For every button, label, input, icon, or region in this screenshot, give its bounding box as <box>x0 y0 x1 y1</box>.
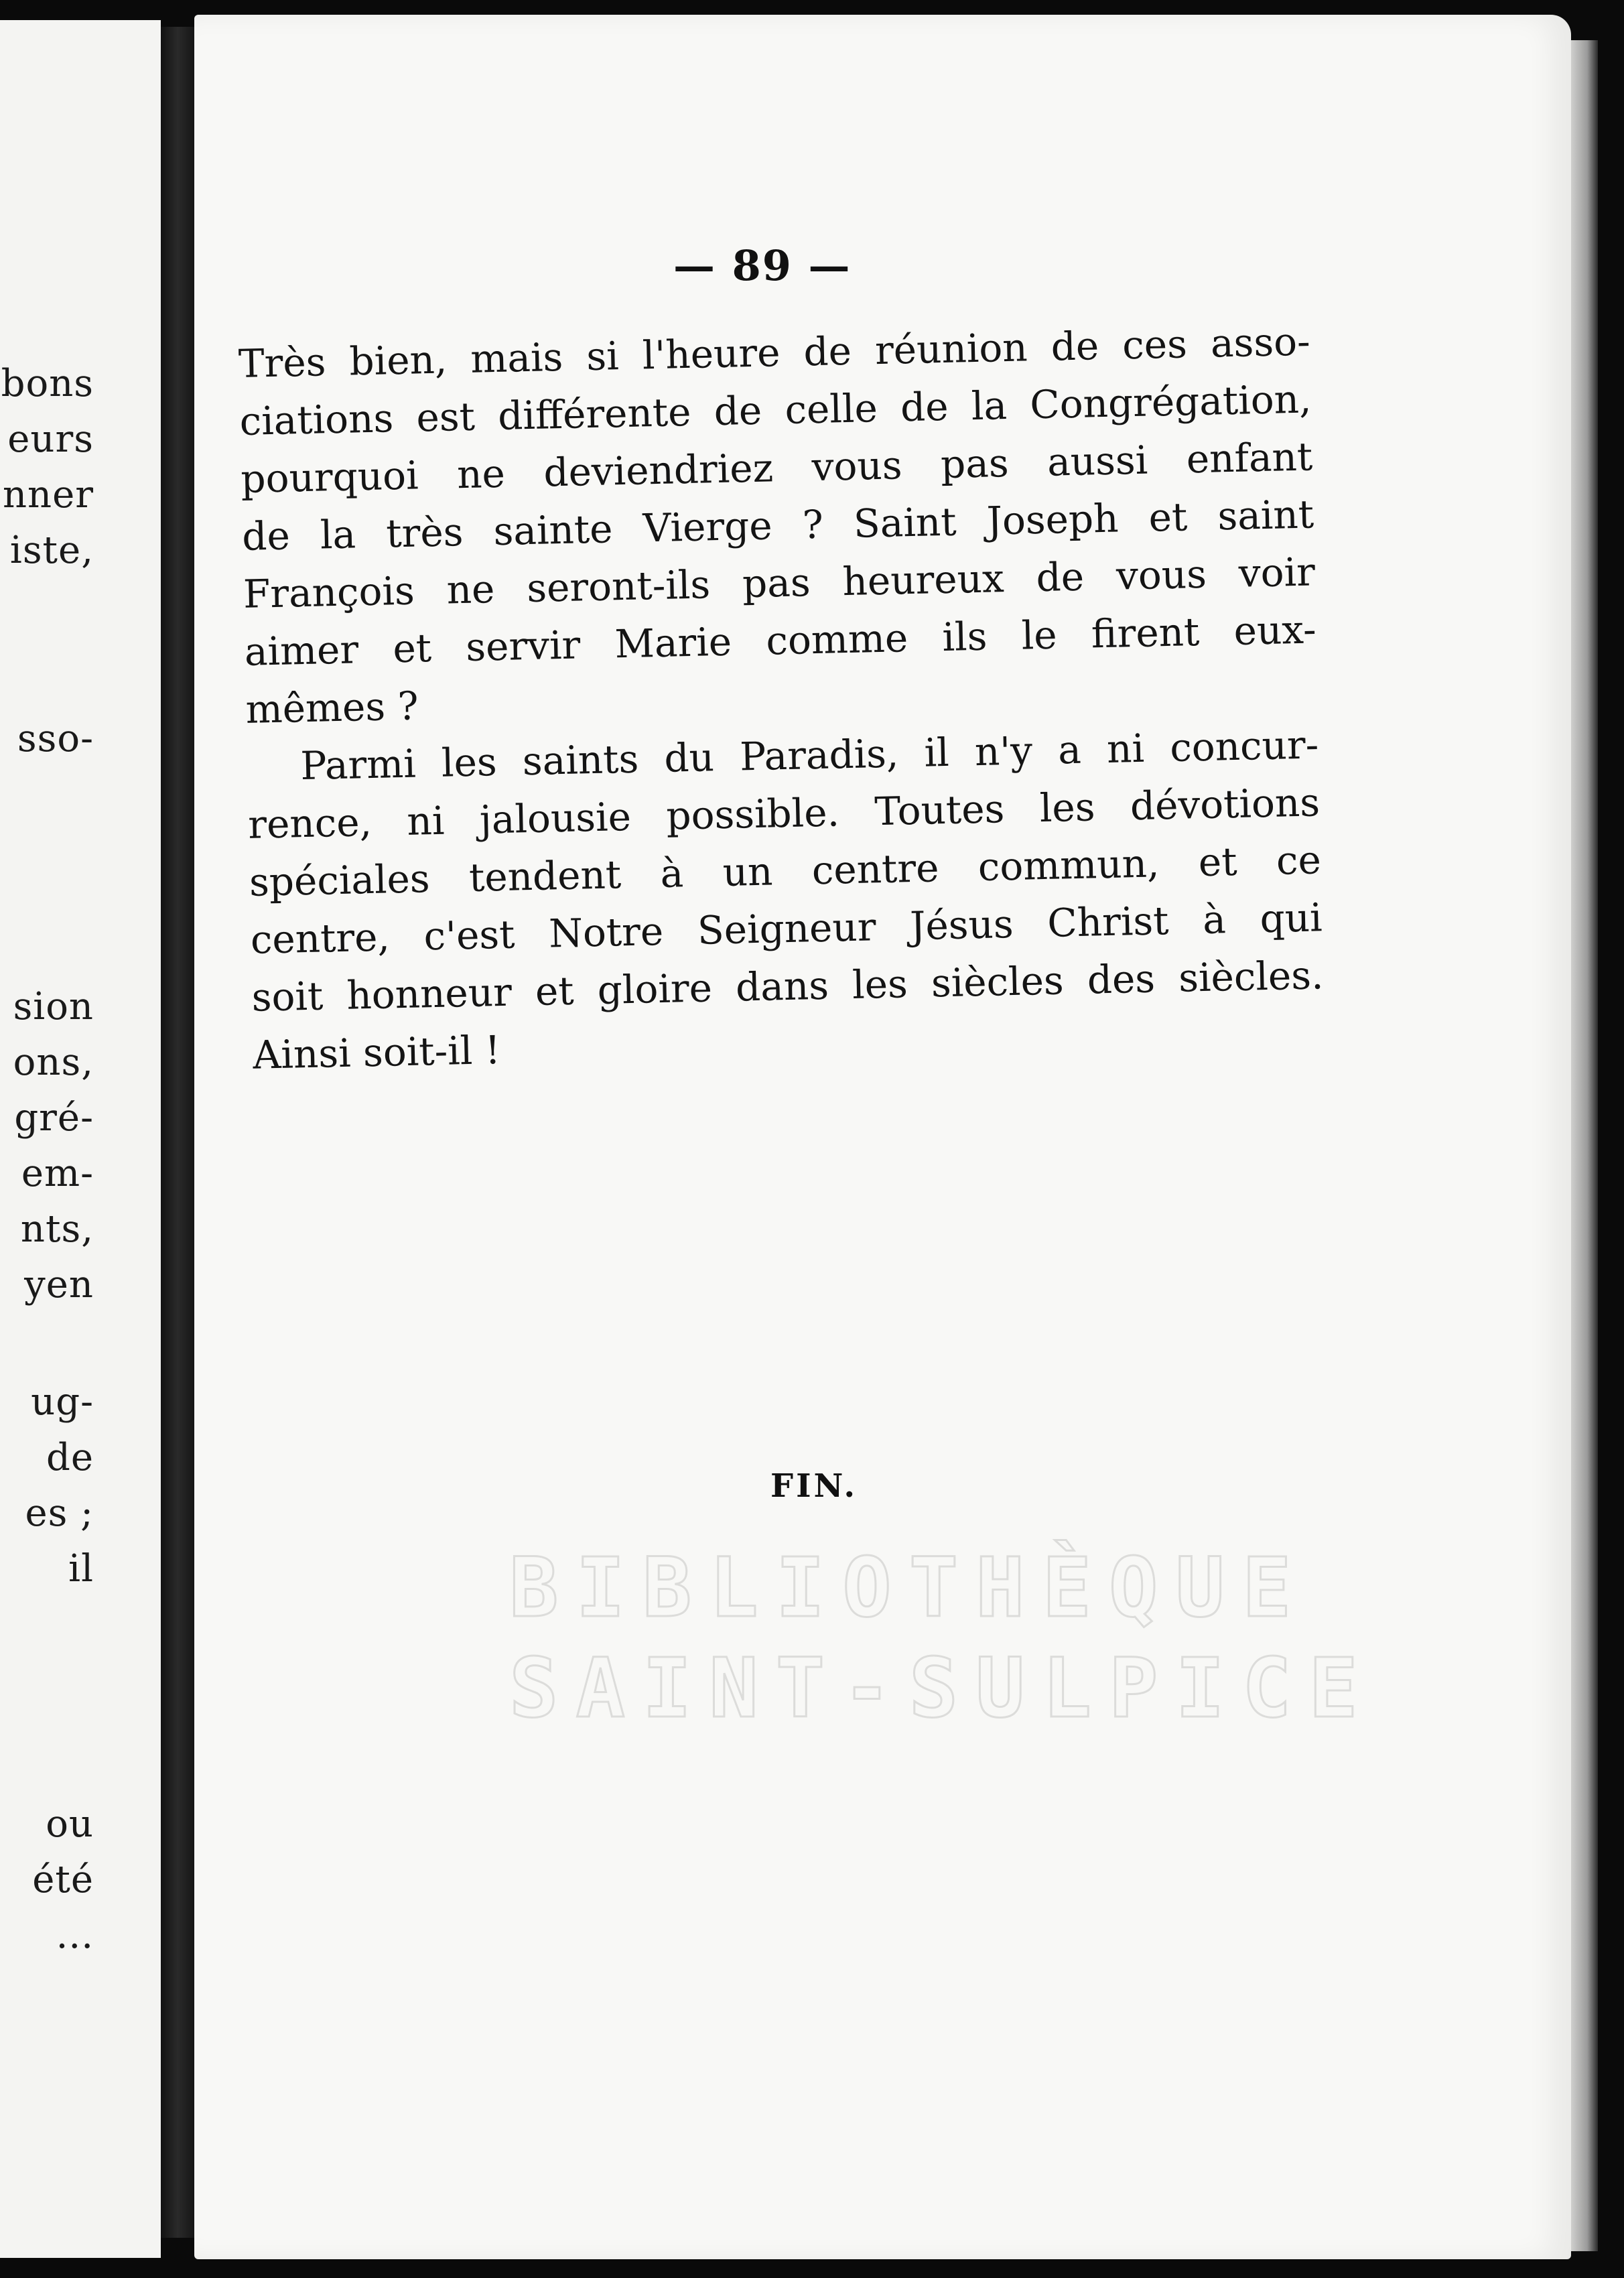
text-line: spéciales tendent à un centre commun, et ce <box>249 837 1322 905</box>
left-page-fragment: été <box>32 1858 94 1901</box>
text-line: Ainsi soit-il ! <box>252 1027 501 1078</box>
left-page-fragment: em- <box>21 1152 94 1195</box>
left-page-fragment: sion <box>13 985 94 1028</box>
left-page-fragment: sso- <box>17 717 94 760</box>
body-text <box>238 312 1325 1083</box>
text-line: ciations est différente de celle de la Congrégation, <box>239 376 1312 444</box>
text-line: de la très sainte Vierge ? Saint Joseph et saint <box>241 491 1314 559</box>
fin-label: FIN. <box>770 1467 858 1505</box>
left-page-fragment: ons, <box>13 1041 94 1084</box>
stamp-line: BIBLIOTHÈQUE <box>509 1540 1309 1635</box>
left-page-fragment: eurs <box>7 417 94 461</box>
book-binding-gutter <box>161 27 194 2238</box>
left-page-fragment: nner <box>2 473 94 517</box>
library-perforated-stamp <box>509 1538 1375 1739</box>
text-line: François ne seront-ils pas heureux de vous voir <box>243 549 1316 617</box>
text-line: Parmi les saints du Paradis, il n'y a ni concur- <box>299 722 1319 789</box>
text-line: soit honneur et gloire dans les siècles des siècles. <box>251 952 1325 1020</box>
text-line: mêmes ? <box>245 683 419 732</box>
left-page-fragment: gré- <box>14 1096 94 1140</box>
left-page-fragment: ug- <box>31 1380 94 1424</box>
left-page-fragment: bons <box>1 362 94 405</box>
page-edge <box>1571 40 1598 2251</box>
left-page-fragment: yen <box>24 1263 94 1306</box>
left-page-fragment: de <box>46 1436 94 1479</box>
text-line: pourquoi ne deviendriez vous pas aussi enfant <box>240 433 1313 502</box>
left-page-fragment: ou <box>46 1802 94 1846</box>
page-number: — 89 — <box>673 241 852 290</box>
text-line: aimer et servir Marie comme ils le firent eux- <box>244 606 1317 675</box>
stamp-line: SAINT-SULPICE <box>509 1641 1375 1736</box>
previous-page-edge <box>0 20 161 2258</box>
left-page-fragment: il <box>68 1547 94 1591</box>
text-line: centre, c'est Notre Seigneur Jésus Christ à qui <box>250 894 1323 963</box>
left-page-fragment: ... <box>56 1914 94 1957</box>
left-page-fragment: es ; <box>25 1491 94 1535</box>
text-line: Très bien, mais si l'heure de réunion de ces asso- <box>238 318 1311 387</box>
text-line: rence, ni jalousie possible. Toutes les dévotions <box>247 779 1321 848</box>
left-page-fragment: iste, <box>9 529 94 572</box>
left-page-fragment: nts, <box>20 1207 94 1251</box>
